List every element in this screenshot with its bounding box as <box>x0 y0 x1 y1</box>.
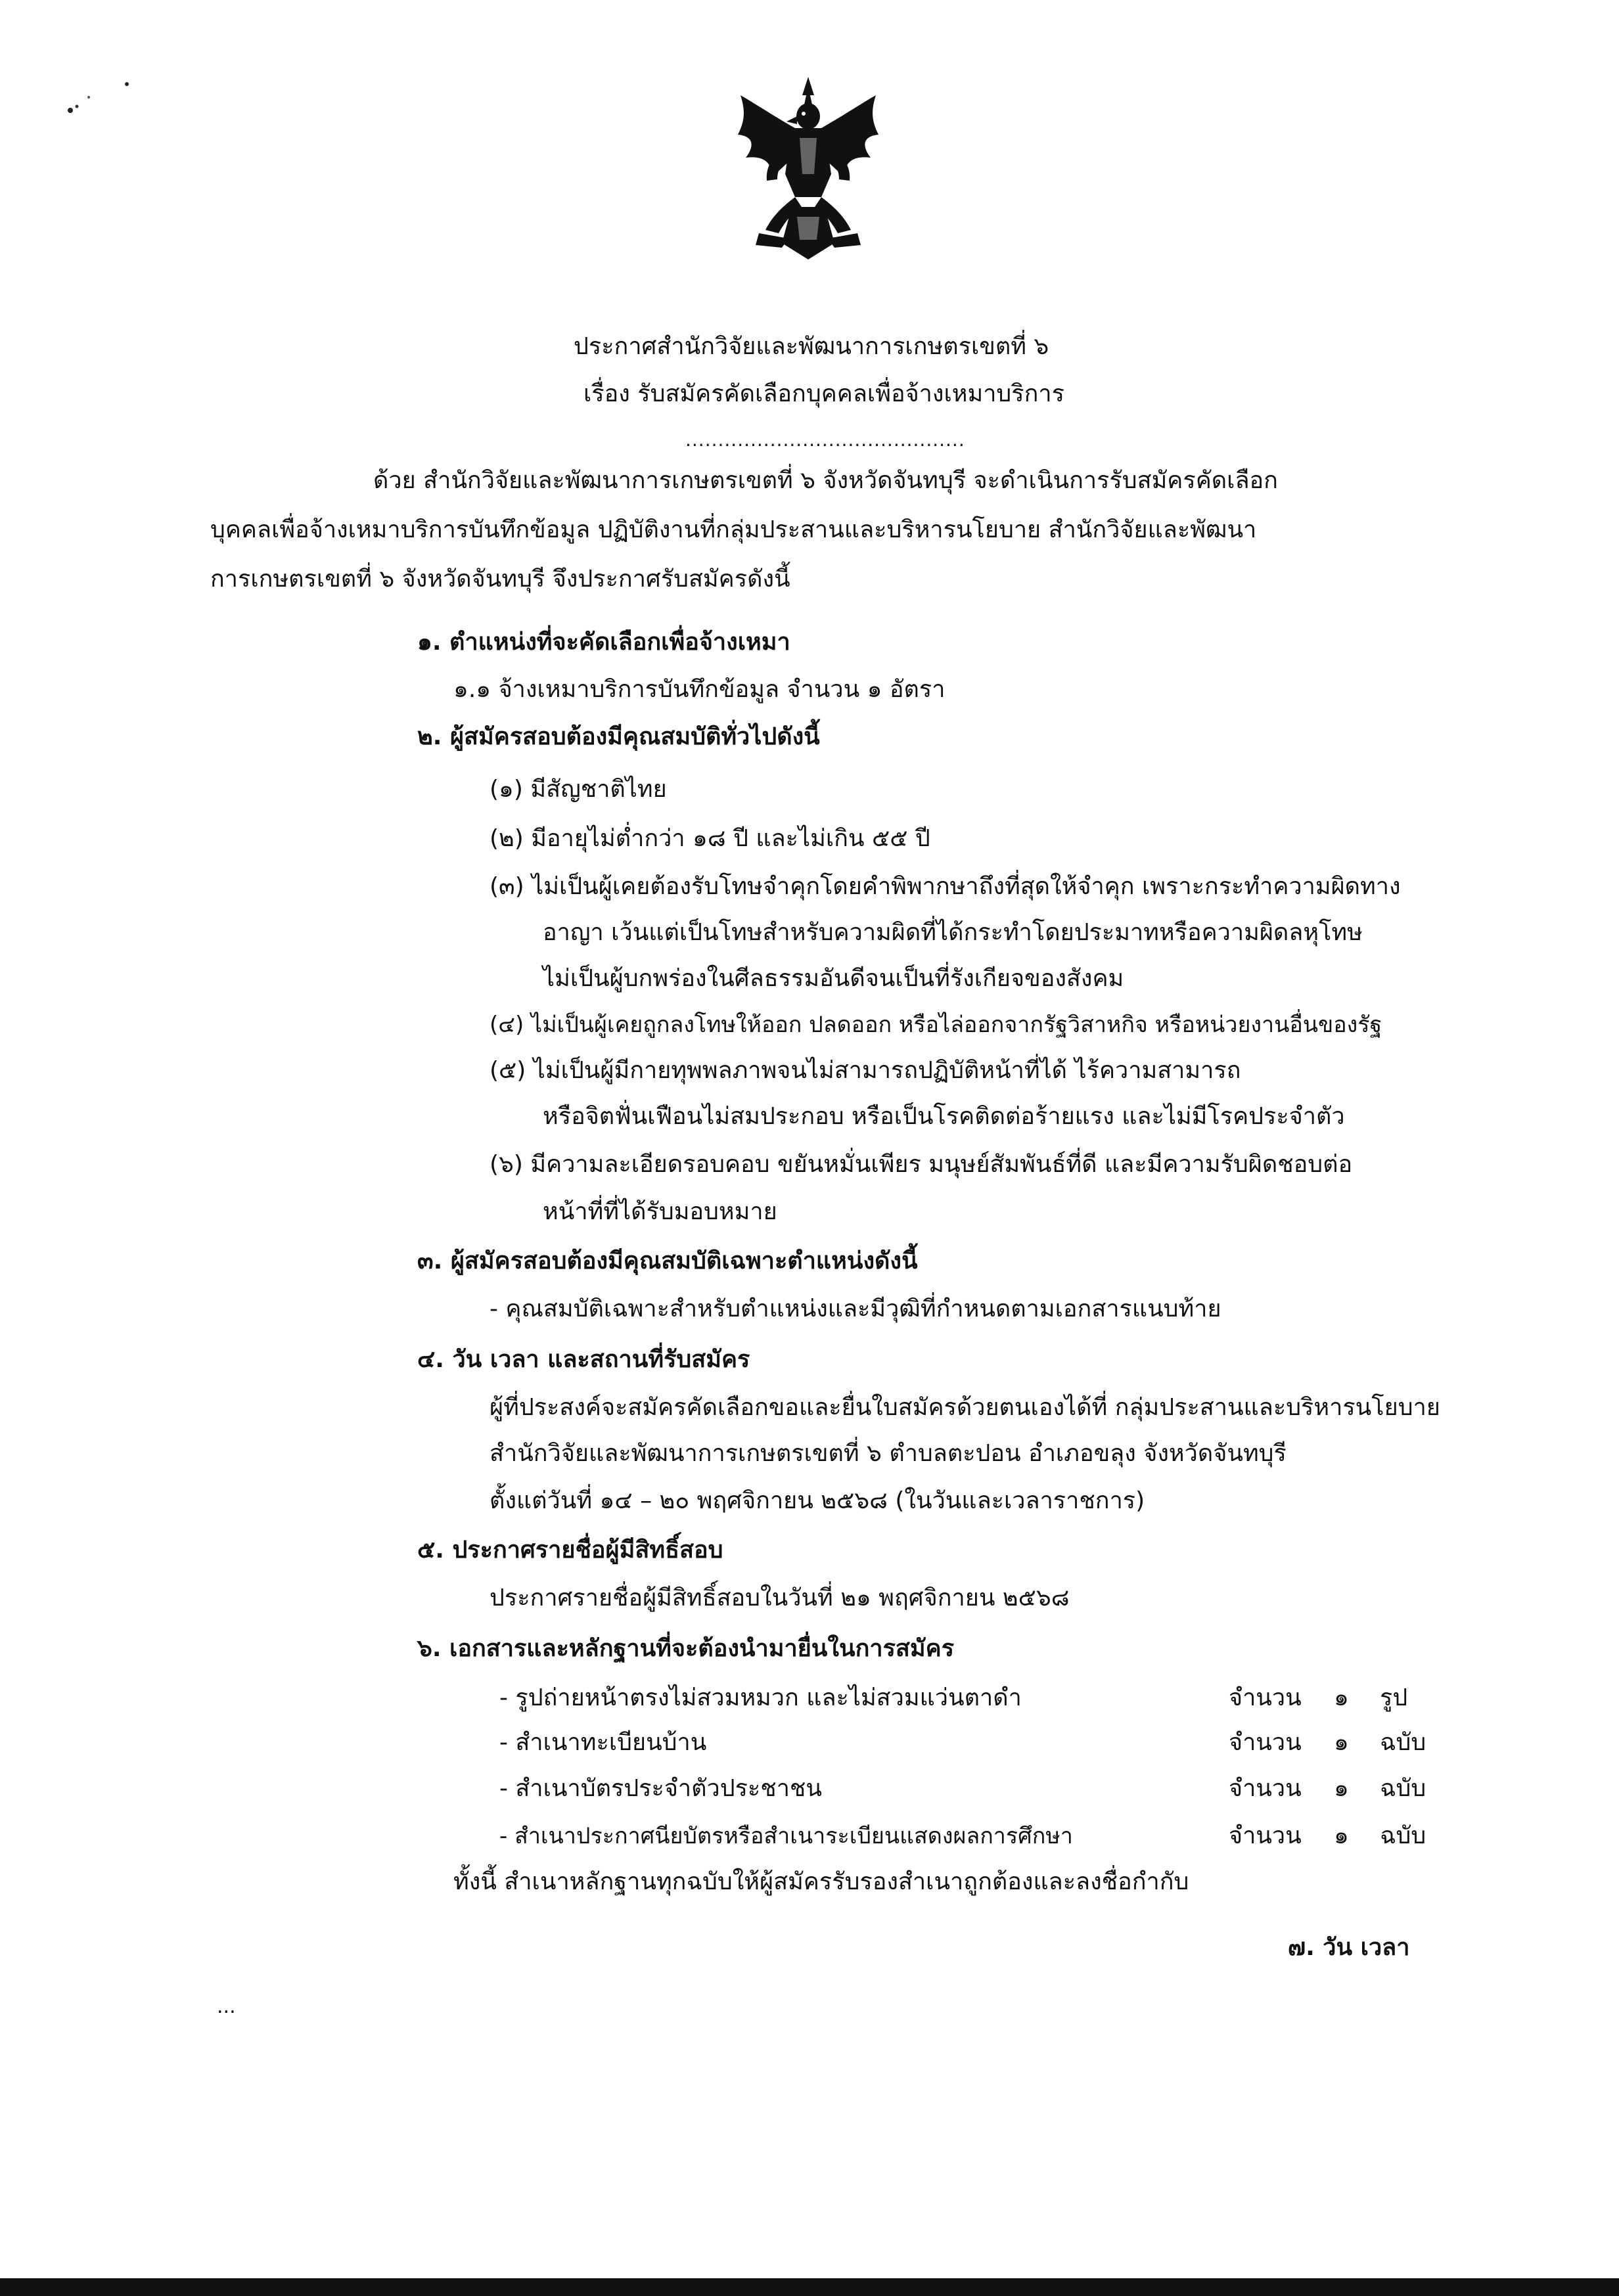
section-2-item-2: (๒) มีอายุไม่ต่ำกว่า ๑๘ ปี และไม่เกิน ๕๕ ปี <box>490 825 930 852</box>
section-2-item-3-line-2: อาญา เว้นแต่เป็นโทษสำหรับความผิดที่ได้กระทำโดยประมาทหรือความผิดลหุโทษ <box>543 919 1363 946</box>
section-3-item: - คุณสมบัติเฉพาะสำหรับตำแหน่งและมีวุฒิที่กำหนดตามเอกสารแนบท้าย <box>490 1295 1221 1322</box>
document-text: - รูปถ่ายหน้าตรงไม่สวมหมวก และไม่สวมแว่นตาดำ <box>499 1684 1022 1711</box>
document-qty: ๑ <box>1334 1775 1349 1802</box>
continued-next-section: ๗. วัน เวลา <box>1288 1934 1410 1961</box>
section-2-item-6-line-2: หน้าที่ที่ได้รับมอบหมาย <box>543 1198 777 1225</box>
document-qty: ๑ <box>1334 1822 1349 1849</box>
document-qty-label: จำนวน <box>1229 1684 1302 1711</box>
section-6-heading: ๖. เอกสารและหลักฐานที่จะต้องนำมายื่นในการสมัคร <box>417 1635 955 1662</box>
scan-edge-bar <box>0 2278 1619 2296</box>
section-2-item-6-line-1: (๖) มีความละเอียดรอบคอบ ขยันหมั่นเพียร มนุษย์สัมพันธ์ที่ดี และมีความรับผิดชอบต่อ <box>490 1151 1353 1178</box>
section-2-heading: ๒. ผู้สมัครสอบต้องมีคุณสมบัติทั่วไปดังนี้ <box>417 723 820 750</box>
intro-line-1: ด้วย สำนักวิจัยและพัฒนาการเกษตรเขตที่ ๖ จังหวัดจันทบุรี จะดำเนินการรับสมัครคัดเลือก <box>373 467 1278 494</box>
section-5-heading: ๕. ประกาศรายชื่อผู้มีสิทธิ์สอบ <box>417 1537 723 1564</box>
document-unit: ฉบับ <box>1380 1822 1426 1849</box>
section-1-heading: ๑. ตำแหน่งที่จะคัดเลือกเพื่อจ้างเหมา <box>417 629 790 656</box>
intro-line-3: การเกษตรเขตที่ ๖ จังหวัดจันทบุรี จึงประกาศรับสมัครดังนี้ <box>210 566 790 593</box>
section-2-item-3-line-3: ไม่เป็นผู้บกพร่องในศีลธรรมอันดีจนเป็นที่รังเกียจของสังคม <box>543 965 1124 992</box>
intro-line-2: บุคคลเพื่อจ้างเหมาบริการบันทึกข้อมูล ปฏิบัติงานที่กลุ่มประสานและบริหารนโยบาย สำนักวิจัยและพัฒนา <box>210 516 1257 543</box>
document-qty-label: จำนวน <box>1229 1822 1302 1849</box>
document-qty: ๑ <box>1334 1729 1349 1756</box>
section-2-item-4: (๔) ไม่เป็นผู้เคยถูกลงโทษให้ออก ปลดออก หรือไล่ออกจากรัฐวิสาหกิจ หรือหน่วยงานอื่นของรัฐ <box>490 1012 1382 1038</box>
continuation-ellipsis: ... <box>217 1995 236 2018</box>
section-2-item-1: (๑) มีสัญชาติไทย <box>490 776 667 803</box>
document-qty-label: จำนวน <box>1229 1729 1302 1756</box>
section-4-heading: ๔. วัน เวลา และสถานที่รับสมัคร <box>417 1346 750 1373</box>
section-4-paragraph-3: ตั้งแต่วันที่ ๑๔ – ๒๐ พฤศจิกายน ๒๕๖๘ (ในวันและเวลาราชการ) <box>490 1487 1145 1514</box>
section-4-paragraph-1: ผู้ที่ประสงค์จะสมัครคัดเลือกขอและยื่นใบสมัครด้วยตนเองได้ที่ กลุ่มประสานและบริหารนโยบาย <box>490 1394 1440 1421</box>
scan-speck-marks <box>62 72 141 118</box>
section-5-paragraph: ประกาศรายชื่อผู้มีสิทธิ์สอบในวันที่ ๒๑ พฤศจิกายน ๒๕๖๘ <box>490 1585 1070 1611</box>
document-unit: รูป <box>1380 1684 1408 1711</box>
section-2-item-3-line-1: (๓) ไม่เป็นผู้เคยต้องรับโทษจำคุกโดยคำพิพากษาถึงที่สุดให้จำคุก เพราะกระทำความผิดทาง <box>490 873 1401 900</box>
section-2-item-5-line-1: (๕) ไม่เป็นผู้มีกายทุพพลภาพจนไม่สามารถปฏิบัติหน้าที่ได้ ไร้ความสามารถ <box>490 1057 1241 1084</box>
documents-note: ทั้งนี้ สำเนาหลักฐานทุกฉบับให้ผู้สมัครรับรองสำเนาถูกต้องและลงชื่อกำกับ <box>453 1868 1189 1895</box>
header-divider: ........................................... <box>685 429 965 451</box>
document-unit: ฉบับ <box>1380 1775 1426 1802</box>
document-text: - สำเนาทะเบียนบ้าน <box>499 1729 707 1756</box>
document-qty-label: จำนวน <box>1229 1775 1302 1802</box>
announcement-title: ประกาศสำนักวิจัยและพัฒนาการเกษตรเขตที่ ๖ <box>574 333 1049 360</box>
document-text: - สำเนาบัตรประจำตัวประชาชน <box>499 1775 822 1802</box>
section-3-heading: ๓. ผู้สมัครสอบต้องมีคุณสมบัติเฉพาะตำแหน่งดังนี้ <box>417 1248 918 1274</box>
section-2-item-5-line-2: หรือจิตฟั่นเฟือนไม่สมประกอบ หรือเป็นโรคติดต่อร้ายแรง และไม่มีโรคประจำตัว <box>543 1103 1345 1130</box>
section-1-item: ๑.๑ จ้างเหมาบริการบันทึกข้อมูล จำนวน ๑ อัตรา <box>453 676 946 703</box>
document-unit: ฉบับ <box>1380 1729 1426 1756</box>
garuda-emblem-icon <box>726 76 890 273</box>
document-text: - สำเนาประกาศนียบัตรหรือสำเนาระเบียนแสดงผลการศึกษา <box>499 1823 1073 1849</box>
section-4-paragraph-2: สำนักวิจัยและพัฒนาการเกษตรเขตที่ ๖ ตำบลตะปอน อำเภอขลุง จังหวัดจันทบุรี <box>490 1440 1287 1467</box>
announcement-subject: เรื่อง รับสมัครคัดเลือกบุคคลเพื่อจ้างเหมาบริการ <box>583 380 1064 407</box>
document-qty: ๑ <box>1334 1684 1349 1711</box>
